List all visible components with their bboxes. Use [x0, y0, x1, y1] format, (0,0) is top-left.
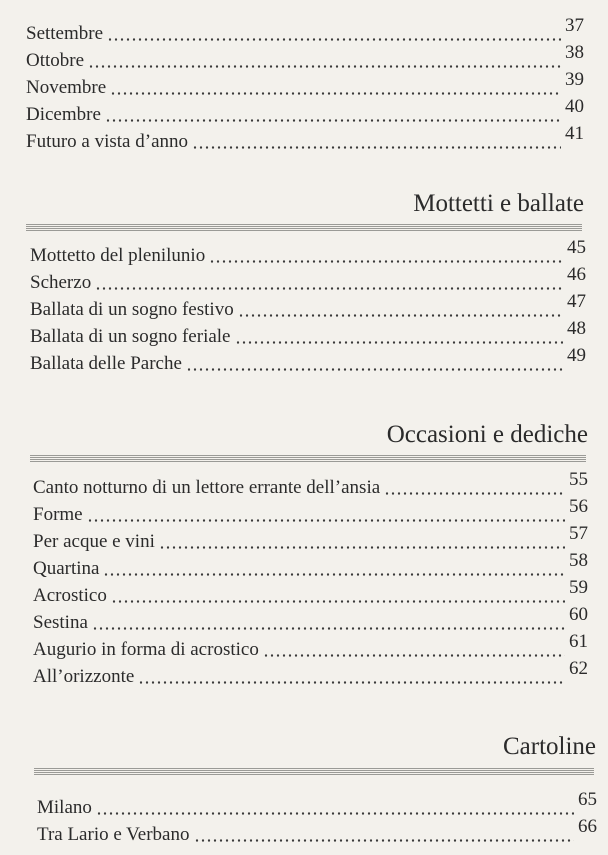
- toc-list-cartoline: [37, 789, 597, 846]
- toc-entry-page: 46: [567, 264, 586, 285]
- toc-entry-page: 47: [567, 291, 586, 312]
- dot-leader: [107, 38, 561, 41]
- toc-entry: [26, 15, 584, 45]
- dot-leader: [235, 341, 564, 344]
- dot-leader: [186, 368, 563, 371]
- toc-entry-page: 60: [569, 604, 588, 625]
- dot-leader: [159, 546, 565, 549]
- toc-entry-page: 39: [565, 69, 584, 90]
- toc-entry-page: 58: [569, 550, 588, 571]
- dot-leader: [105, 119, 561, 122]
- toc-entry-title: Quartina: [33, 558, 100, 579]
- toc-list-mottetti: [30, 237, 586, 375]
- toc-entry-title: Settembre: [26, 23, 104, 44]
- toc-entry-title: Tra Lario e Verbano: [37, 824, 190, 845]
- toc-entry: [26, 69, 584, 99]
- toc-entry: [33, 469, 588, 499]
- dot-leader: [96, 812, 574, 815]
- toc-entry-page: 48: [567, 318, 586, 339]
- toc-entry-title: Augurio in forma di acrostico: [33, 639, 259, 660]
- toc-entry-page: 56: [569, 496, 588, 517]
- toc-entry: [30, 291, 586, 321]
- dot-leader: [111, 600, 565, 603]
- dot-leader: [192, 146, 561, 149]
- toc-entry: [30, 264, 586, 294]
- toc-entry: [33, 604, 588, 634]
- toc-entry-title: Novembre: [26, 77, 107, 98]
- toc-entry-page: 45: [567, 237, 586, 258]
- toc-entry-page: 41: [565, 123, 584, 144]
- dot-leader: [88, 65, 561, 68]
- dot-leader: [209, 260, 563, 263]
- toc-entry-title: Mottetto del plenilunio: [30, 245, 206, 266]
- section-divider: [30, 455, 586, 462]
- toc-entry: [26, 42, 584, 72]
- toc-list-occasioni: [33, 469, 588, 688]
- toc-entry-title: Scherzo: [30, 272, 92, 293]
- toc-entry: [33, 631, 588, 661]
- dot-leader: [263, 654, 565, 657]
- toc-entry: [26, 123, 584, 153]
- toc-entry-page: 59: [569, 577, 588, 598]
- dot-leader: [103, 573, 565, 576]
- toc-entry-page: 61: [569, 631, 588, 652]
- toc-entry-page: 62: [569, 658, 588, 679]
- toc-entry: [33, 523, 588, 553]
- toc-entry: [30, 318, 586, 348]
- section-heading: Mottetti e ballate: [413, 190, 584, 217]
- toc-entry: [33, 577, 588, 607]
- toc-entry-title: Ballata delle Parche: [30, 353, 182, 374]
- dot-leader: [138, 681, 565, 684]
- toc-entry-title: Sestina: [33, 612, 88, 633]
- dot-leader: [87, 519, 565, 522]
- section-divider: [34, 768, 594, 775]
- toc-entry: [37, 816, 597, 846]
- toc-entry: [30, 345, 586, 375]
- section-heading: Occasioni e dediche: [386, 421, 588, 448]
- dot-leader: [95, 287, 563, 290]
- toc-entry-page: 65: [578, 789, 597, 810]
- toc-entry-title: Ballata di un sogno feriale: [30, 326, 231, 347]
- toc-entry-page: 49: [567, 345, 586, 366]
- toc-entry-page: 57: [569, 523, 588, 544]
- dot-leader: [92, 627, 565, 630]
- toc-entry-title: Acrostico: [33, 585, 107, 606]
- dot-leader: [110, 92, 561, 95]
- dot-leader: [238, 314, 563, 317]
- toc-entry: [33, 496, 588, 526]
- toc-entry-title: Ottobre: [26, 50, 85, 71]
- toc-entry-title: Milano: [37, 797, 92, 818]
- toc-entry-page: 66: [578, 816, 597, 837]
- toc-entry-page: 55: [569, 469, 588, 490]
- toc-entry: [37, 789, 597, 819]
- toc-entry-title: Per acque e vini: [33, 531, 155, 552]
- toc-entry: [33, 550, 588, 580]
- toc-entry-title: Futuro a vista d’anno: [26, 131, 189, 152]
- toc-entry: [33, 658, 588, 688]
- toc-entry-title: Ballata di un sogno festivo: [30, 299, 234, 320]
- toc-list-continued: [26, 15, 584, 153]
- dot-leader: [384, 492, 565, 495]
- toc-entry-page: 37: [565, 15, 584, 36]
- dot-leader: [194, 839, 575, 842]
- section-divider: [26, 224, 582, 231]
- section-heading: Cartoline: [502, 733, 596, 760]
- toc-entry-page: 40: [565, 96, 584, 117]
- toc-entry-page: 38: [565, 42, 584, 63]
- toc-entry-title: Forme: [33, 504, 83, 525]
- toc-entry: [30, 237, 586, 267]
- toc-entry-title: All’orizzonte: [33, 666, 135, 687]
- toc-entry-title: Dicembre: [26, 104, 101, 125]
- toc-entry: [26, 96, 584, 126]
- toc-entry-title: Canto notturno di un lettore errante dell’ansia: [33, 477, 381, 498]
